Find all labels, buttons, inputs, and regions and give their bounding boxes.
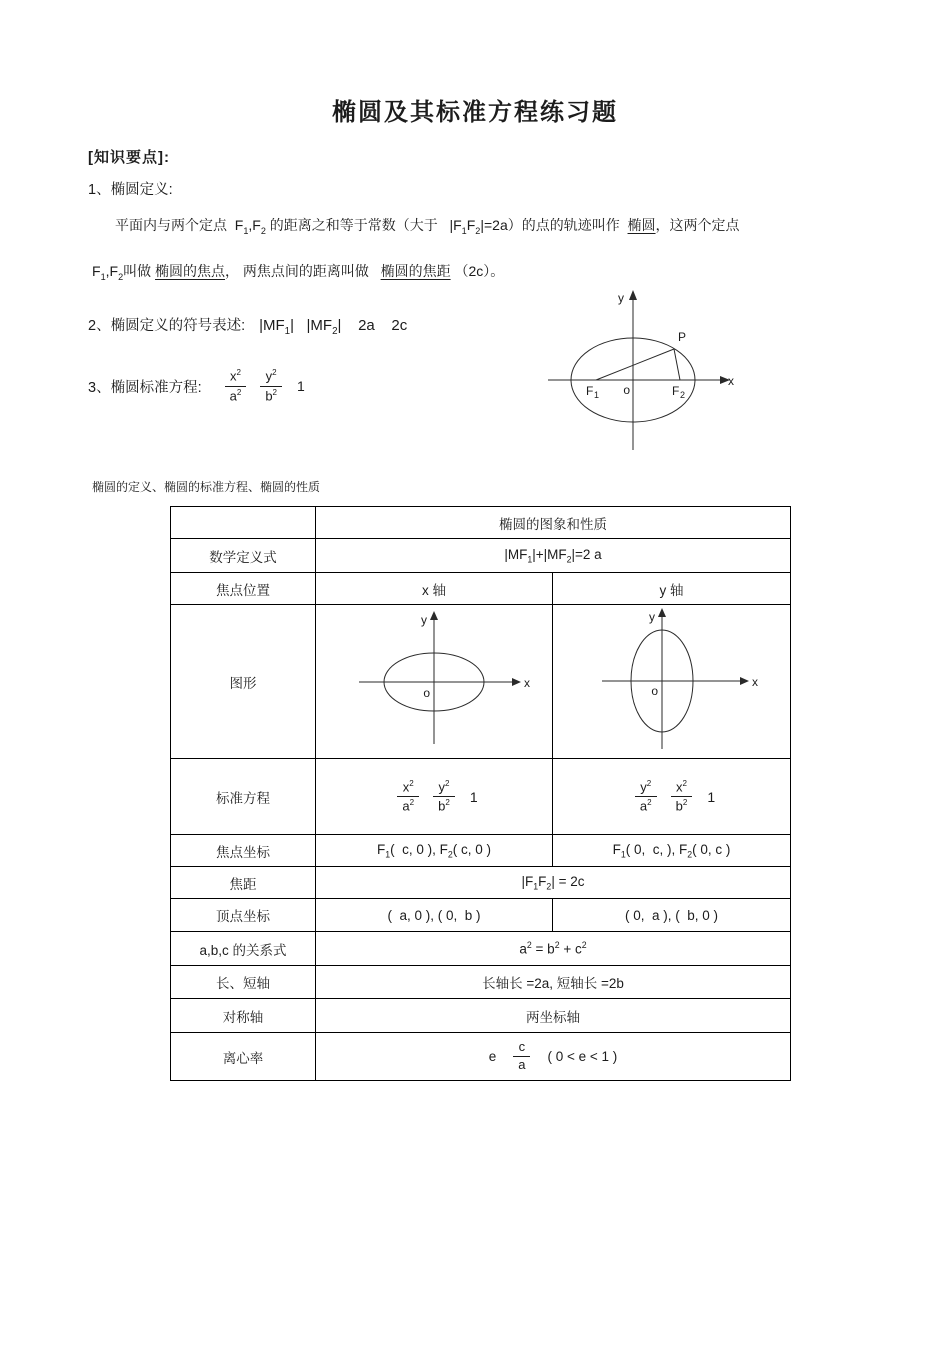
fraction-x2-a2: $\frac{x^2}{a^2}$ (225, 368, 247, 404)
std-eq-label-cell: 标准方程 (171, 759, 316, 835)
focus-coords-x-cell: $F_1$( c, 0 ), $F_2$( c, 0 ) (316, 835, 553, 867)
focus-pos-x-cell: x 轴 (316, 573, 553, 605)
fraction-x2-b2: $\frac{x^2}{b^2}$ (671, 779, 693, 815)
header-empty-cell (171, 507, 316, 539)
focal-dist-value-cell: $|F_1F_2| = 2c$ (316, 867, 791, 899)
math-def-value-cell: $|MF_1|+|MF_2|=2$ a (316, 539, 791, 573)
equation-rhs: 1 (707, 788, 716, 805)
focus-coords-label-cell: 焦点坐标 (171, 835, 316, 867)
axes-length-row (171, 966, 791, 999)
y-axis-label: y (618, 291, 624, 305)
y-axis-arrow-icon (430, 611, 438, 620)
point-p-label: P (678, 330, 687, 344)
focus-position-row (171, 573, 791, 605)
origin-label: o (650, 684, 658, 698)
main-ellipse-diagram (538, 288, 738, 456)
fraction-y2-b2: $\frac{y^2}{b^2}$ (433, 779, 455, 815)
vertex-coords-y-cell: ( 0, a ), ( b, 0 ) (553, 899, 791, 932)
abc-relation-row (171, 932, 791, 966)
page-title: 椭圆及其标准方程练习题 (332, 99, 618, 126)
origin-label: o (423, 686, 430, 700)
eccentricity-e: e (488, 1049, 497, 1064)
focus2-label: F (672, 384, 680, 398)
header-row (171, 507, 791, 539)
focal-dist-label-cell: 焦距 (171, 867, 316, 899)
focal-distance-row (171, 867, 791, 899)
focal-line-f1-p (596, 349, 674, 380)
sym-axis-label-cell: 对称轴 (171, 999, 316, 1033)
y-axis-ellipse-diagram (572, 607, 772, 753)
table-caption: 椭圆的定义、椭圆的标准方程、椭圆的性质 (92, 480, 321, 494)
x-axis-label: x (728, 374, 734, 388)
origin-label: o (623, 383, 630, 397)
focus-coords-y-cell: $F_1$( 0, c, ), $F_2$( 0, c ) (553, 835, 791, 867)
x-axis-arrow-icon (740, 677, 749, 685)
focus-pos-y-cell: y 轴 (553, 573, 791, 605)
ellipse-properties-table (170, 506, 791, 1081)
y-axis-arrow-icon (658, 608, 666, 617)
x-axis-arrow-icon (512, 678, 521, 686)
y-axis-label: y (421, 613, 427, 627)
fraction-y2-b2: $\frac{y^2}{b^2}$ (260, 368, 282, 404)
sym-axis-value-cell: 两坐标轴 (316, 999, 791, 1033)
focus2-subscript: 2 (680, 390, 686, 400)
definition-paragraph-line1: 平面内与两个定点 $F_1,F_2$ 的距离之和等于常数（大于 $|F_1F_2|=2a$）的点的轨迹叫作 椭圆，这两个定点 (115, 217, 740, 236)
table-title-cell: 椭圆的图象和性质 (316, 507, 791, 539)
graph-label-cell: 图形 (171, 605, 316, 759)
item2-symbolic-definition (88, 314, 407, 337)
vertex-coordinates-row (171, 899, 791, 932)
item3-label: 3、椭圆标准方程: (88, 379, 202, 396)
focus-pos-label-cell: 焦点位置 (171, 573, 316, 605)
math-def-label-cell: 数学定义式 (171, 539, 316, 573)
symmetry-axis-row (171, 999, 791, 1033)
focus1-label: F (586, 384, 594, 398)
focus1-subscript: 1 (594, 390, 600, 400)
eccentricity-range: ( 0 < e < 1 ) (547, 1049, 618, 1064)
item2-formula: $|MF_1|$ $|MF_2|$ 2a 2c (259, 317, 408, 337)
eccentricity-value-cell (316, 1033, 791, 1081)
y-axis-label: y (648, 610, 655, 624)
equation-rhs: 1 (297, 378, 305, 394)
eccentricity-label-cell: 离心率 (171, 1033, 316, 1081)
standard-equation-row (171, 759, 791, 835)
x-axis-label: x (751, 675, 758, 689)
item2-label: 2、椭圆定义的符号表述: (88, 318, 246, 334)
definition-paragraph-line2: $F_1,F_2$叫做 椭圆的焦点， 两焦点间的距离叫做 椭圆的焦距 （2c）。 (92, 263, 505, 282)
graph-y-cell (553, 605, 791, 759)
focus-coordinates-row (171, 835, 791, 867)
axes-len-value-cell: 长轴长 =2a, 短轴长 =2b (316, 966, 791, 999)
graph-x-cell (316, 605, 553, 759)
item3-standard-equation (88, 360, 305, 412)
equation-rhs: 1 (469, 788, 478, 805)
abc-relation-value-cell: $a^2 = b^2 + c^2$ (316, 932, 791, 966)
item1-ellipse-definition-label: 1、椭圆定义: (88, 182, 173, 198)
knowledge-points-header: [知识要点]: (88, 149, 170, 166)
fraction-y2-a2: $\frac{y^2}{a^2}$ (635, 779, 657, 815)
std-eq-y-cell (553, 759, 791, 835)
focal-line-f2-p (674, 349, 680, 380)
fraction-x2-a2: $\frac{x^2}{a^2}$ (397, 779, 419, 815)
std-eq-x-cell (316, 759, 553, 835)
vertex-coords-x-cell: ( a, 0 ), ( 0, b ) (316, 899, 553, 932)
abc-relation-label-cell: a,b,c 的关系式 (171, 932, 316, 966)
eccentricity-row (171, 1033, 791, 1081)
fraction-c-a: $\frac{c}{a}$ (513, 1040, 530, 1073)
graph-row (171, 605, 791, 759)
axes-len-label-cell: 长、短轴 (171, 966, 316, 999)
x-axis-ellipse-diagram (334, 610, 534, 750)
vertex-coords-label-cell: 顶点坐标 (171, 899, 316, 932)
math-def-row (171, 539, 791, 573)
y-axis-arrow-icon (629, 290, 637, 300)
x-axis-label: x (524, 676, 530, 690)
